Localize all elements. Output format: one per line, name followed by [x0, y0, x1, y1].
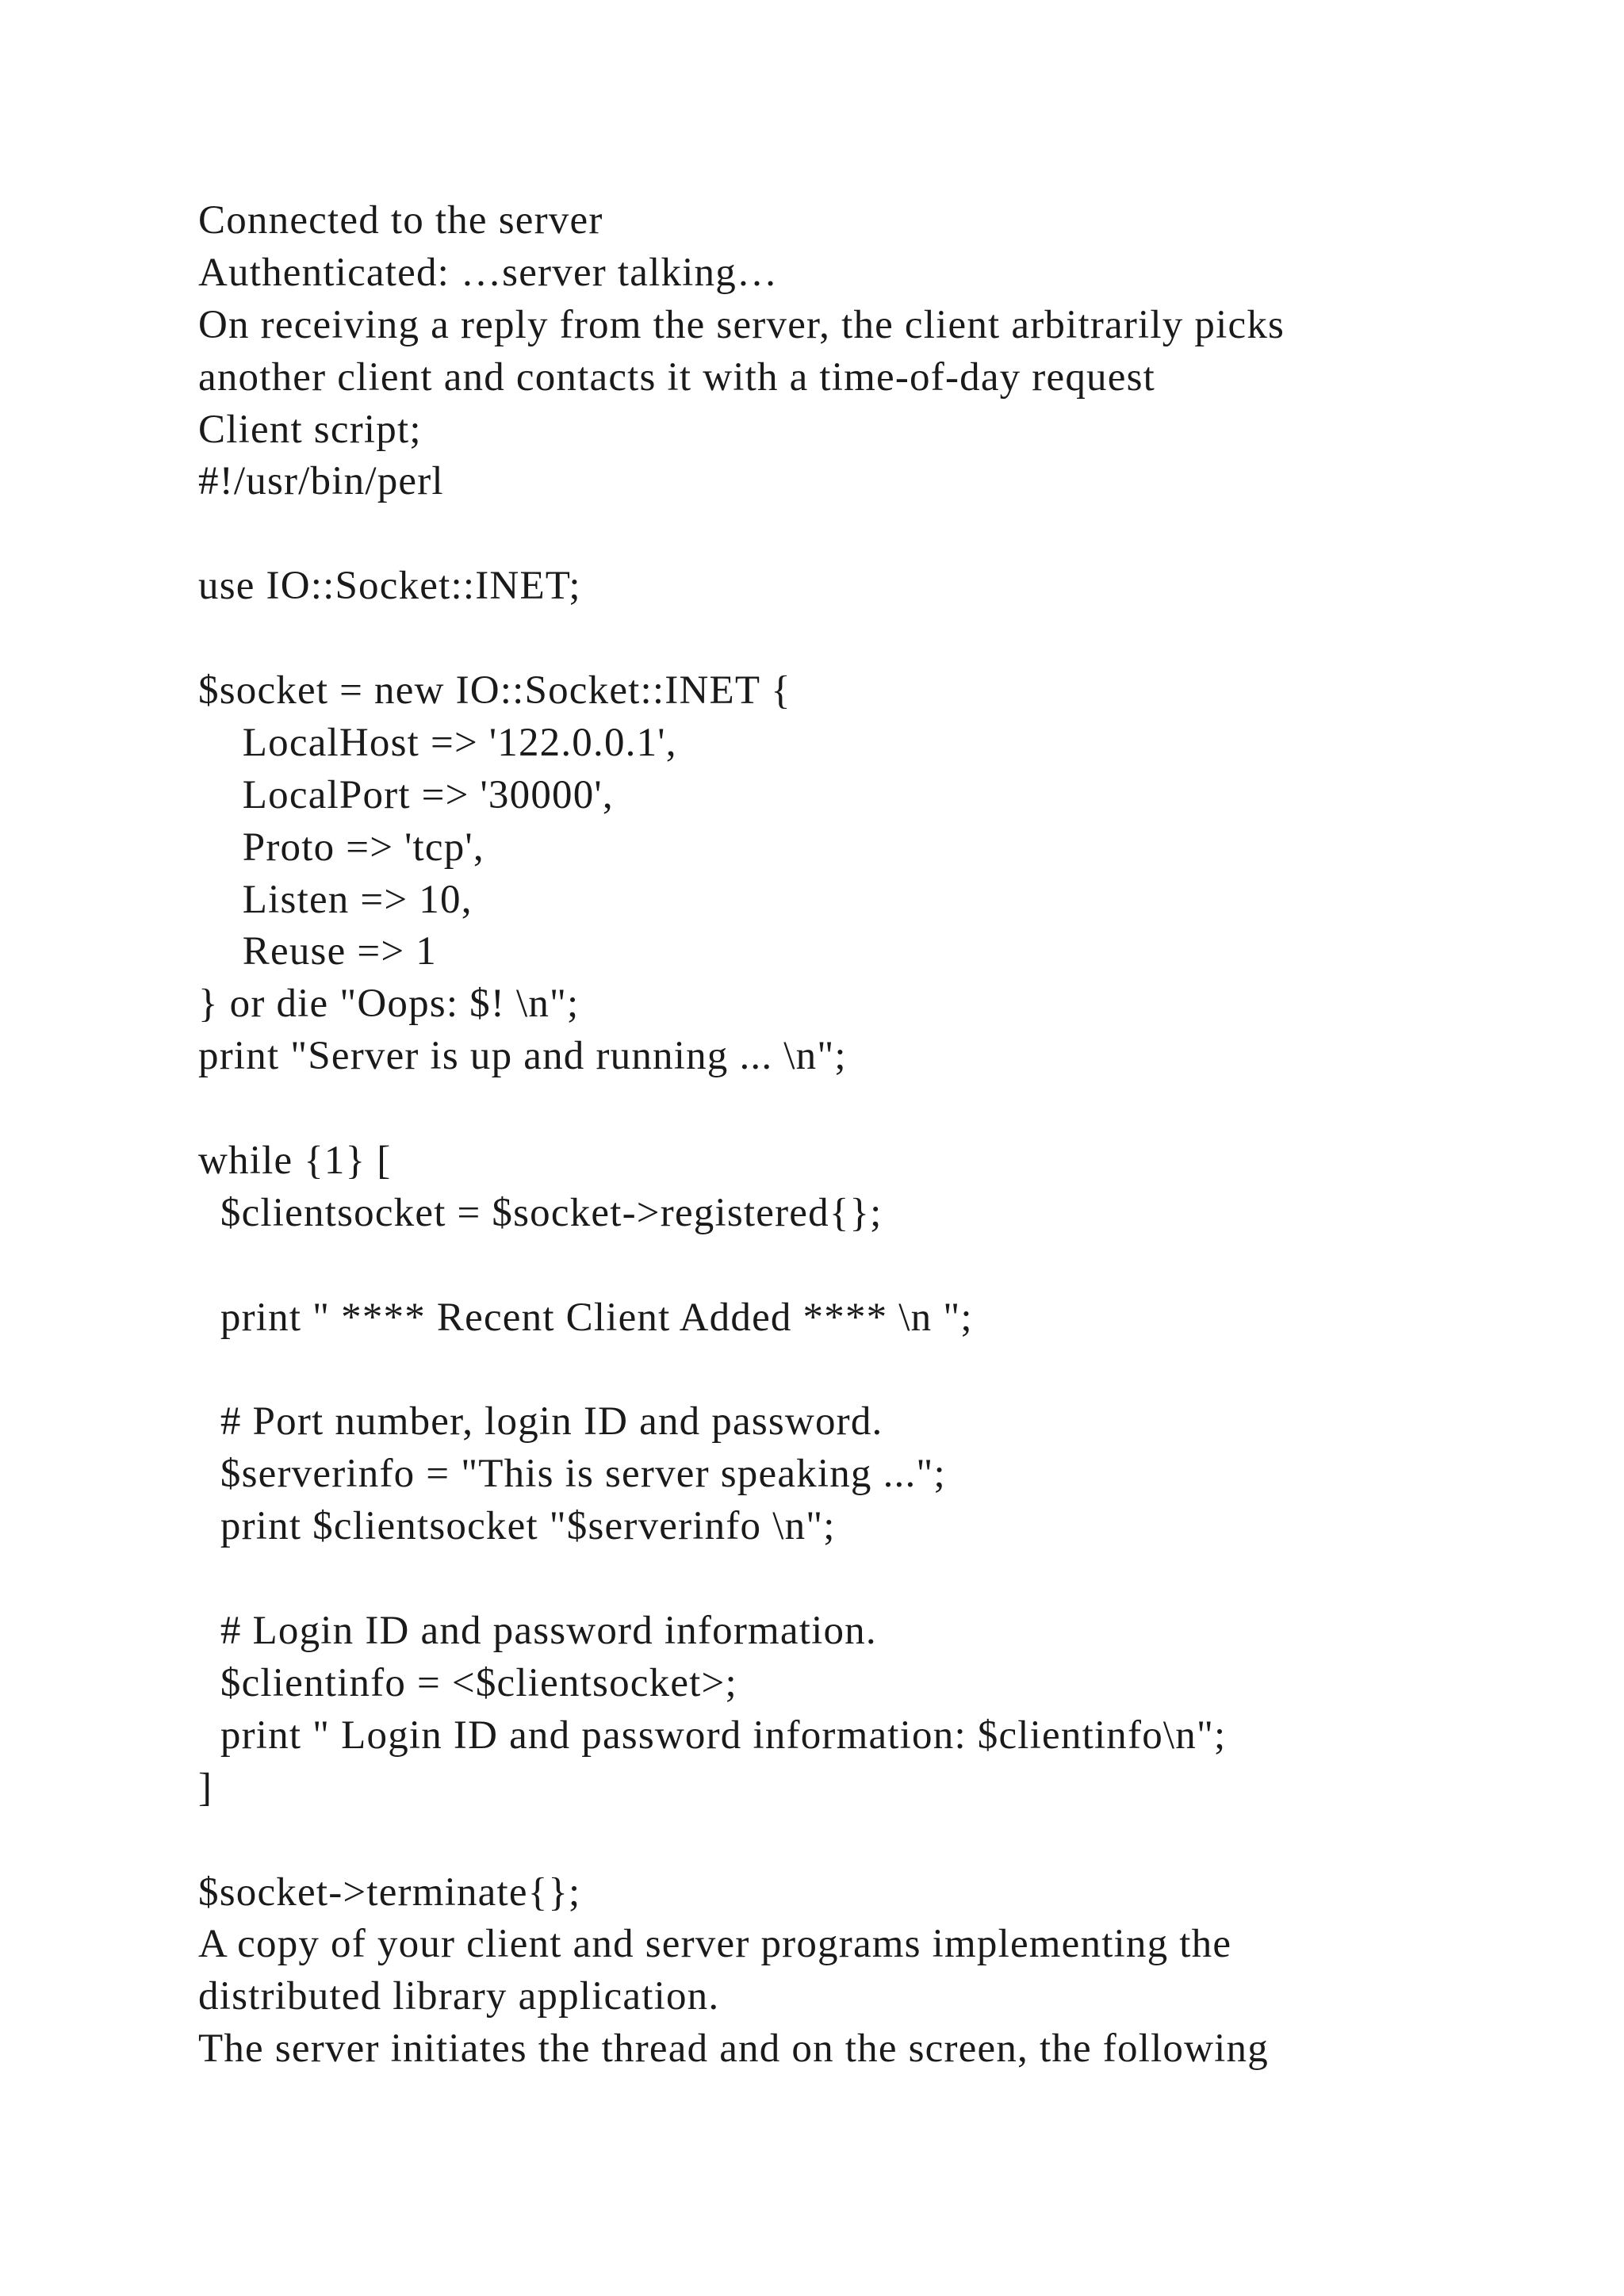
code-line: $socket = new IO::Socket::INET { — [198, 668, 791, 714]
blank-line — [198, 1083, 1546, 1135]
text-line: Authenticated: …server talking… — [198, 250, 779, 295]
code-line: ] — [198, 1765, 213, 1810]
code-line: Proto => 'tcp', — [198, 825, 485, 870]
code-line: $clientsocket = $socket->registered{}; — [198, 1190, 883, 1235]
text-line: distributed library application. — [198, 1974, 720, 2019]
blank-line — [198, 1815, 1546, 1867]
code-comment-line: # Login ID and password information. — [198, 1609, 877, 1654]
code-line: print $clientsocket "$serverinfo \n"; — [198, 1504, 836, 1549]
code-line: print " **** Recent Client Added **** \n "; — [198, 1295, 973, 1340]
code-line: } or die "Oops: $! \n"; — [198, 982, 580, 1027]
text-line: another client and contacts it with a time-of-day request — [198, 354, 1155, 400]
blank-line — [198, 1553, 1546, 1605]
code-line: print " Login ID and password information: $clientinfo\n"; — [198, 1712, 1227, 1758]
code-line: $serverinfo = "This is server speaking ..."; — [198, 1452, 946, 1497]
code-line: print "Server is up and running ... \n"; — [198, 1034, 847, 1079]
text-line: On receiving a reply from the server, the client arbitrarily picks — [198, 302, 1285, 347]
code-comment-line: # Port number, login ID and password. — [198, 1399, 883, 1445]
code-line: #!/usr/bin/perl — [198, 459, 444, 504]
code-line: Listen => 10, — [198, 877, 473, 922]
text-line: The server initiates the thread and on the screen, the following — [198, 2026, 1269, 2072]
blank-line — [198, 508, 1546, 561]
text-line: Connected to the server — [198, 198, 603, 243]
code-line: $clientinfo = <$clientsocket>; — [198, 1660, 737, 1705]
blank-line — [198, 1345, 1546, 1397]
code-line: LocalHost => '122.0.0.1', — [198, 720, 677, 765]
text-line: Client script; — [198, 407, 422, 452]
code-line: while {1} [ — [198, 1138, 392, 1184]
text-line: A copy of your client and server programs implementing the — [198, 1922, 1232, 1967]
code-line: Reuse => 1 — [198, 929, 437, 974]
code-line: LocalPort => '30000', — [198, 772, 614, 817]
blank-line — [198, 613, 1546, 665]
document-body — [198, 195, 1546, 2076]
code-line: $socket->terminate{}; — [198, 1869, 581, 1915]
code-line: use IO::Socket::INET; — [198, 564, 581, 609]
blank-line — [198, 1240, 1546, 1292]
